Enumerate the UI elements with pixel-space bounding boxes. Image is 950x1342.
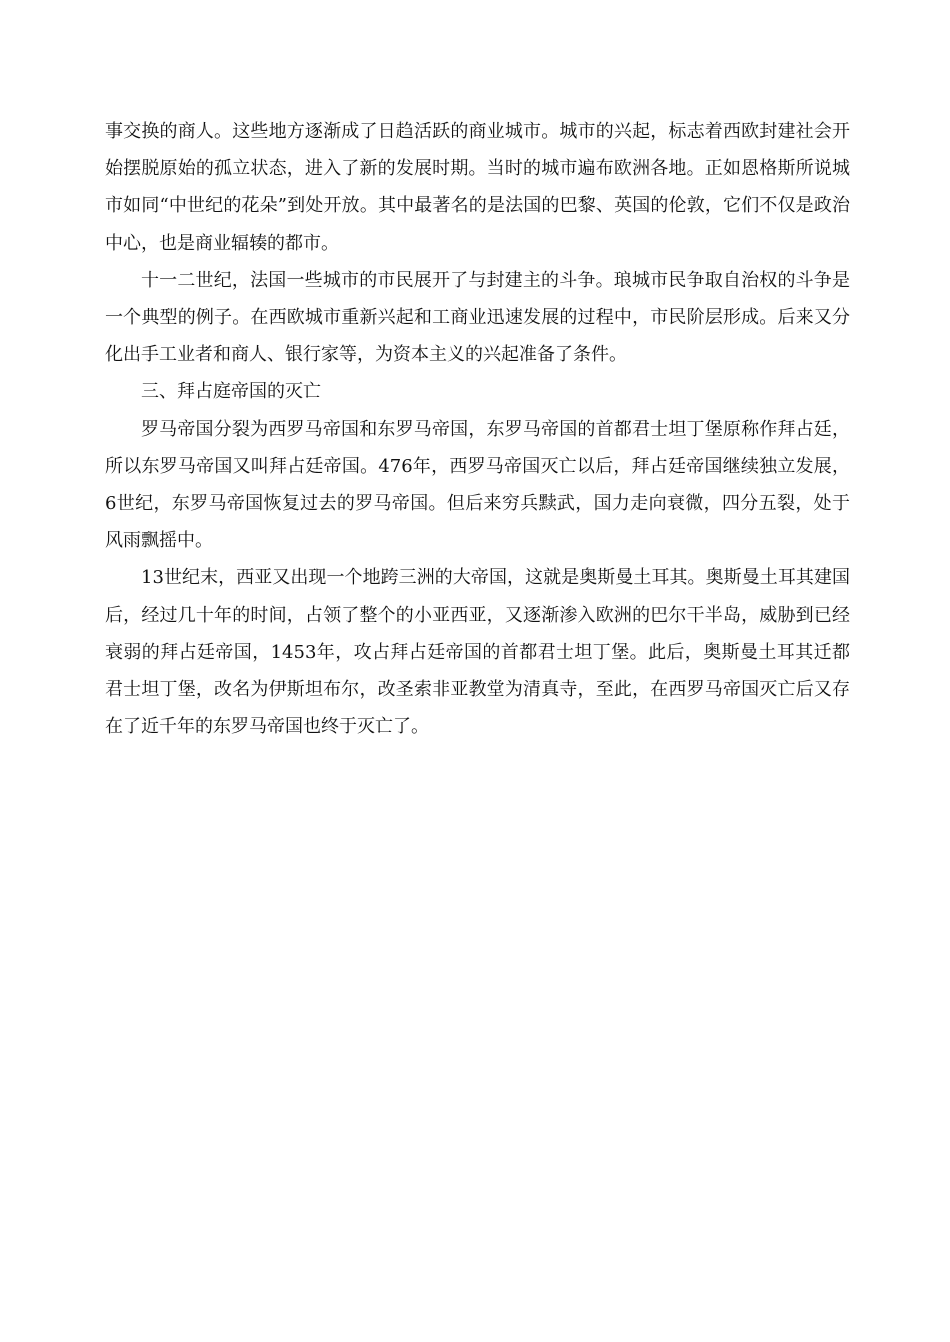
- paragraph-ottoman: 13世纪末，西亚又出现一个地跨三洲的大帝国，这就是奥斯曼土耳其。奥斯曼土耳其建国后，经过几十年的时间，占领了整个的小亚西亚，又逐渐渗入欧洲的巴尔干半岛，威胁到已经衰弱的拜占廷帝国，1453年，攻占拜占廷帝国的首都君士坦丁堡。此后，奥斯曼土耳其迁都君士坦丁堡，改名为伊斯坦布尔，改圣索非亚教堂为清真寺，至此，在西罗马帝国灭亡后又存在了近千年的东罗马帝国也终于灭亡了。: [105, 567, 850, 738]
- paragraph-citizens-struggle: 十一二世纪，法国一些城市的市民展开了与封建主的斗争。琅城市民争取自治权的斗争是一个典型的例子。在西欧城市重新兴起和工商业迅速发展的过程中，市民阶层形成。后来又分化出手工业者和商人、银行家等，为资本主义的兴起准备了条件。: [105, 269, 850, 366]
- section-heading-byzantine: 三、拜占庭帝国的灭亡: [141, 381, 321, 403]
- paragraph-cities: 事交换的商人。这些地方逐渐成了日趋活跃的商业城市。城市的兴起，标志着西欧封建社会开始摆脱原始的孤立状态，进入了新的发展时期。当时的城市遍布欧洲各地。正如恩格斯所说城市如同“中世纪的花朵”到处开放。其中最著名的是法国的巴黎、英国的伦敦，它们不仅是政治中心，也是商业辐辏的都市。: [105, 121, 850, 254]
- document-body: [105, 113, 850, 745]
- paragraph-roman-split: 罗马帝国分裂为西罗马帝国和东罗马帝国，东罗马帝国的首都君士坦丁堡原称作拜占廷，所以东罗马帝国又叫拜占廷帝国。476年，西罗马帝国灭亡以后，拜占廷帝国继续独立发展， 6世纪，东罗马帝国恢复过去的罗马帝国。但后来穷兵黩武，国力走向衰微，四分五裂，处于风雨飘摇中。: [105, 418, 850, 552]
